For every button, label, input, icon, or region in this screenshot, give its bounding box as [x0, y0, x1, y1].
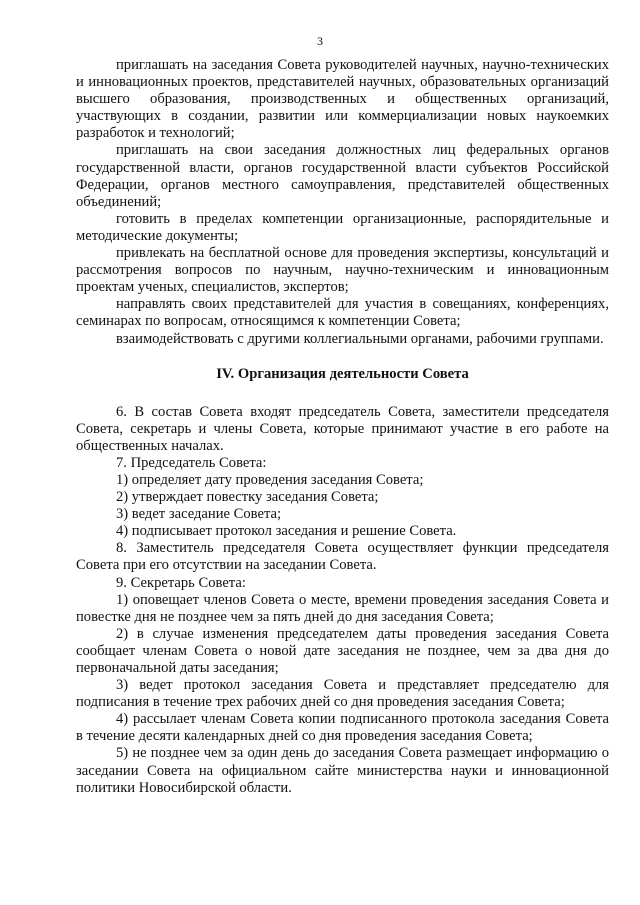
list-paragraph: готовить в пределах компетенции организационные, распорядительные и методические документы; — [76, 210, 609, 244]
list-paragraph: направлять своих представителей для участия в совещаниях, конференциях, семинарах по вопросам, относящимся к компетенции Совета; — [76, 296, 609, 330]
document-body — [76, 57, 609, 797]
section-paragraph: 3) ведет протокол заседания Совета и представляет председателю для подписания в течение трех рабочих дней со дня проведения заседания Совета; — [76, 677, 609, 711]
section-paragraph: 4) рассылает членам Совета копии подписанного протокола заседания Совета в течение десяти календарных дней со дня проведения заседания Совета; — [76, 711, 609, 745]
section-paragraph: 2) утверждает повестку заседания Совета; — [116, 489, 379, 506]
section-heading: IV. Организация деятельности Совета — [216, 365, 469, 382]
section-paragraph: 3) ведет заседание Совета; — [116, 506, 282, 523]
list-paragraph: приглашать на заседания Совета руководителей научных, научно-технических и инновационных проектов, представителей научных, образовательных организаций высшего образования, производственных и общественных организаций, участвующих в создании, развитии или коммерциализации новых наукоемких разработок и технологий; — [76, 57, 609, 142]
section-paragraph: 6. В состав Совета входят председатель Совета, заместители председателя Совета, секретарь и члены Совета, которые принимают участие в его работе на общественных началах. — [76, 403, 609, 454]
list-paragraph: приглашать на свои заседания должностных лиц федеральных органов государственной власти, органов государственной власти субъектов Российской Федерации, органов местного самоуправления, представителей общественных объединений; — [76, 142, 609, 210]
section-paragraph: 8. Заместитель председателя Совета осуществляет функции председателя Совета при его отсутствии на заседании Совета. — [76, 540, 609, 574]
section-paragraph: 9. Секретарь Совета: — [116, 574, 246, 591]
section-paragraph: 1) определяет дату проведения заседания Совета; — [116, 471, 424, 488]
page-number: 3 — [317, 34, 323, 48]
section-paragraph: 7. Председатель Совета: — [116, 454, 267, 471]
section-paragraph: 2) в случае изменения председателем даты проведения заседания Совета сообщает членам Совета о новой дате заседания не позднее, чем за два дня до первоначальной даты заседания; — [76, 625, 609, 676]
list-paragraph: привлекать на бесплатной основе для проведения экспертизы, консультаций и рассмотрения вопросов по научным, научно-техническим и инновационным проектам ученых, специалистов, экспертов; — [76, 245, 609, 296]
section-paragraph: 1) оповещает членов Совета о месте, времени проведения заседания Совета и повестке дня не позднее чем за пять дней до дня заседания Совета; — [76, 591, 609, 625]
section-paragraph: 5) не позднее чем за один день до заседания Совета размещает информацию о заседании Совета на официальном сайте министерства науки и инновационной политики Новосибирской области. — [76, 745, 609, 796]
list-paragraph: взаимодействовать с другими коллегиальными органами, рабочими группами. — [116, 330, 604, 347]
section-paragraph: 4) подписывает протокол заседания и решение Совета. — [116, 523, 457, 540]
